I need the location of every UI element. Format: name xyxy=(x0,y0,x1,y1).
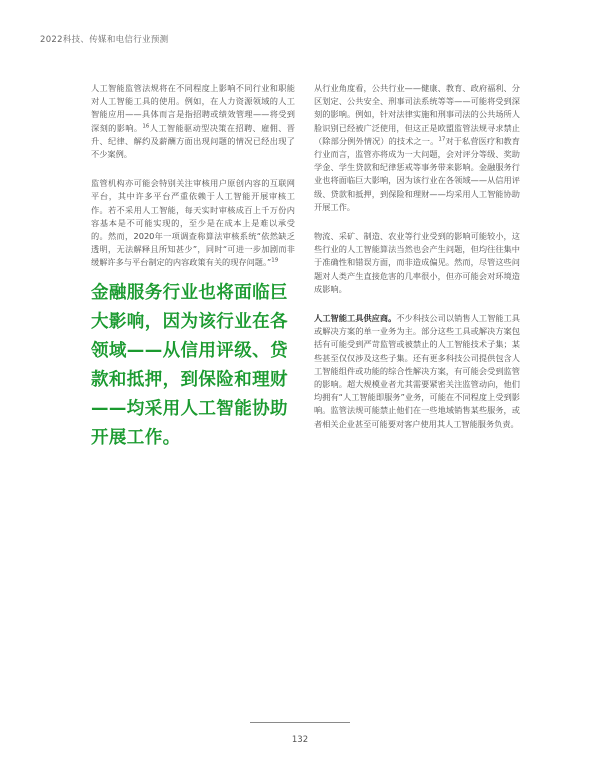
right-paragraph-1 xyxy=(314,82,520,214)
right-paragraph-3 xyxy=(314,312,520,431)
left-paragraph-1 xyxy=(91,82,295,161)
right-column xyxy=(314,82,520,447)
right-paragraph-2: 物流、采矿、制造、农业等行业受到的影响可能较小，这些行业的人工智能算法当然也会产生问题，但均往往集中于准确性和错误方面，而非造成偏见。然而，尽管这些问题对人类产生直接危害的几率很小，但亦可能会对环境造成影响。 xyxy=(314,231,520,294)
right-paragraph-1-text: 从行业角度看，公共行业——健康、教育、政府福利、分区划定、公共安全、刑事司法系统等等——可能将受到深刻的影响。例如，针对法律实施和刑事司法的公共场所人脸识别已经被广泛使用，但这正是欧盟监管法规寻求禁止（除部分例外情况）的技术之一。 xyxy=(314,83,520,146)
right-paragraph-3-text: 不少科技公司以销售人工智能工具或解决方案的单一业务为主。部分这些工具或解决方案包括有可能受到严苛监管或被禁止的人工智能技术子集；某些甚至仅仅涉及这些子集。还有更多科技公司提供包含人工智能组件或功能的综合性解决方案，有可能会受到监管的影响。超大规模业者尤其需要紧密关注监管动向，他们均拥有“人工智能即服务”业务，可能在不同程度上受到影响。监管法规可能禁止他们在一些地域销售某些服务，或者相关企业甚至可能要对客户使用其人工智能服务负责。 xyxy=(314,313,520,429)
pull-quote: 金融服务行业也将面临巨大影响，因为该行业在各领域——从信用评级、贷款和抵押，到保险和理财——均采用人工智能协助开展工作。 xyxy=(91,283,288,448)
footnote-ref-19: 19 xyxy=(271,257,279,264)
running-header: 2022科技、传媒和电信行业预测 xyxy=(40,35,169,45)
left-paragraph-2 xyxy=(91,177,295,269)
footnote-ref-16: 16 xyxy=(142,122,150,129)
left-paragraph-1-text: 人工智能监管法规将在不同程度上影响不同行业和职能对人工智能工具的使用。例如，在人力资源领域的人工智能应用——具体而言是指招聘或绩效管理——将受到深刻的影响。 xyxy=(91,83,295,133)
page-number: 132 xyxy=(291,735,309,745)
left-column xyxy=(91,82,295,286)
right-paragraph-1-text-cont: 对于私营医疗和教育行业而言，监管亦将成为一大问题，会对评分等级、奖助学金、学生贷款和纪律惩戒等事务带来影响。金融服务行业也将面临巨大影响，因为该行业在各领域——从信用评级、贷款和抵押，到保险和理财——均采用人工智能协助开展工作。 xyxy=(314,135,520,212)
left-paragraph-2-text: 监管机构亦可能会特别关注审核用户原创内容的互联网平台，其中许多平台严重依赖于人工智能开展审核工作。若不采用人工智能，每天实时审核成百上千万份内容基本是不可能实现的，至少是在成本上是难以承受的。然而，2020年一项调查称算法审核系统“依然缺乏透明，无法解释且所知甚少”，同时“可进一步加剧而非缓解许多与平台制定的内容政策有关的现存问题。” xyxy=(91,178,295,268)
footnote-ref-17: 17 xyxy=(438,136,446,143)
footer-divider xyxy=(250,722,350,723)
left-paragraph-1-text-cont: 人工智能驱动型决策在招聘、雇佣、晋升、纪律、解约及薪酬方面出现问题的情况已经出现了不少案例。 xyxy=(91,122,295,160)
section-subheading: 人工智能工具供应商。 xyxy=(314,313,397,324)
